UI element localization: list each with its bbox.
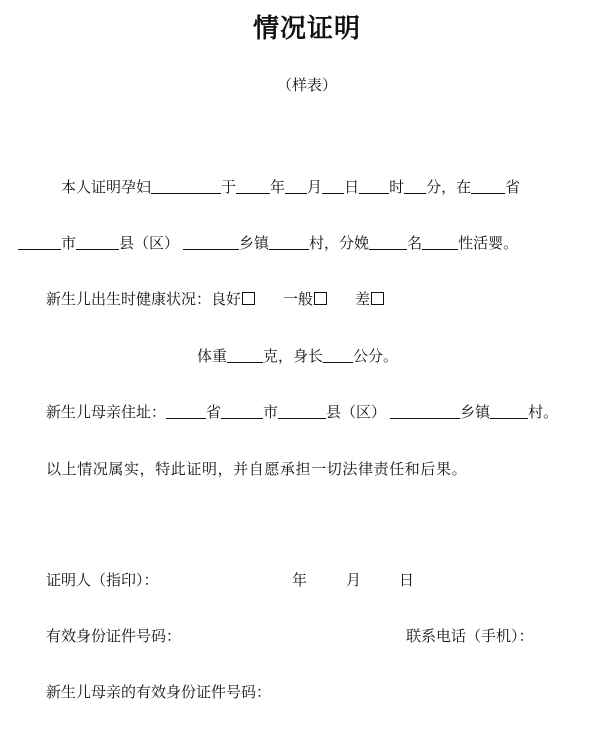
label-minute-at: 分，在 [426,178,472,196]
blank-addr-province[interactable] [166,402,206,419]
blank-village[interactable] [269,233,309,250]
label-day: 日 [344,178,360,196]
blank-county[interactable] [76,233,119,250]
label-month: 月 [307,178,323,196]
label-city: 市 [61,234,77,252]
label-province: 省 [505,178,521,196]
blank-province[interactable] [471,177,505,194]
blank-minute[interactable] [404,177,426,194]
document-title: 情况证明 [252,14,361,44]
line-health-status [46,289,384,309]
blank-day[interactable] [322,177,344,194]
line-delivery-location [18,233,518,253]
line-mother-address [46,402,558,422]
id-number-label: 有效身份证件号码： [46,627,182,645]
label-live-infant: 性活婴。 [458,234,519,252]
label-hour: 时 [389,178,405,196]
blank-sex[interactable] [422,233,458,250]
label-weight: 体重 [197,347,228,365]
signature-label: 证明人（指印）： [46,571,159,589]
statement-text: 以上情况属实，特此证明，并自愿承担一切法律责任和后果。 [46,460,468,478]
signature-month: 月 [346,571,362,589]
label-good: 良好 [211,290,242,308]
label-certify: 本人证明孕妇 [61,178,152,196]
blank-hour[interactable] [359,177,389,194]
blank-year[interactable] [236,177,270,194]
label-mother-address: 新生儿母亲住址： [46,403,167,421]
blank-addr-township[interactable] [390,402,460,419]
blank-woman-name[interactable] [151,177,221,194]
blank-count[interactable] [369,233,407,250]
label-health-status: 新生儿出生时健康状况： [46,290,212,308]
phone-label: 联系电话（手机）： [406,627,534,645]
checkbox-poor[interactable] [371,292,384,305]
checkbox-good[interactable] [242,292,255,305]
label-addr-village: 村。 [528,403,559,421]
line-weight-length [197,346,398,366]
blank-length[interactable] [323,346,353,363]
line-pregnant-woman [61,177,520,197]
mother-id-label: 新生儿母亲的有效身份证件号码： [46,683,272,701]
label-addr-county: 县（区） [326,403,387,421]
label-at: 于 [221,178,237,196]
signature-year: 年 [292,571,308,589]
label-grams-length: 克，身长 [263,347,324,365]
label-count: 名 [407,234,423,252]
signature-day: 日 [399,571,415,589]
label-township: 乡镇 [239,234,270,252]
label-cm: 公分。 [353,347,399,365]
blank-addr-county[interactable] [278,402,326,419]
blank-weight[interactable] [227,346,263,363]
label-addr-city: 市 [263,403,279,421]
label-county: 县（区） [119,234,180,252]
label-year: 年 [270,178,286,196]
blank-township[interactable] [183,233,239,250]
label-village-deliver: 村，分娩 [309,234,370,252]
blank-month[interactable] [285,177,307,194]
blank-addr-city[interactable] [221,402,263,419]
label-normal: 一般 [283,290,314,308]
document-subtitle: （样表） [276,76,337,94]
blank-addr-village[interactable] [490,402,528,419]
checkbox-normal[interactable] [314,292,327,305]
label-addr-township: 乡镇 [460,403,491,421]
label-addr-province: 省 [206,403,222,421]
blank-city[interactable] [18,233,61,250]
label-poor: 差 [355,290,371,308]
